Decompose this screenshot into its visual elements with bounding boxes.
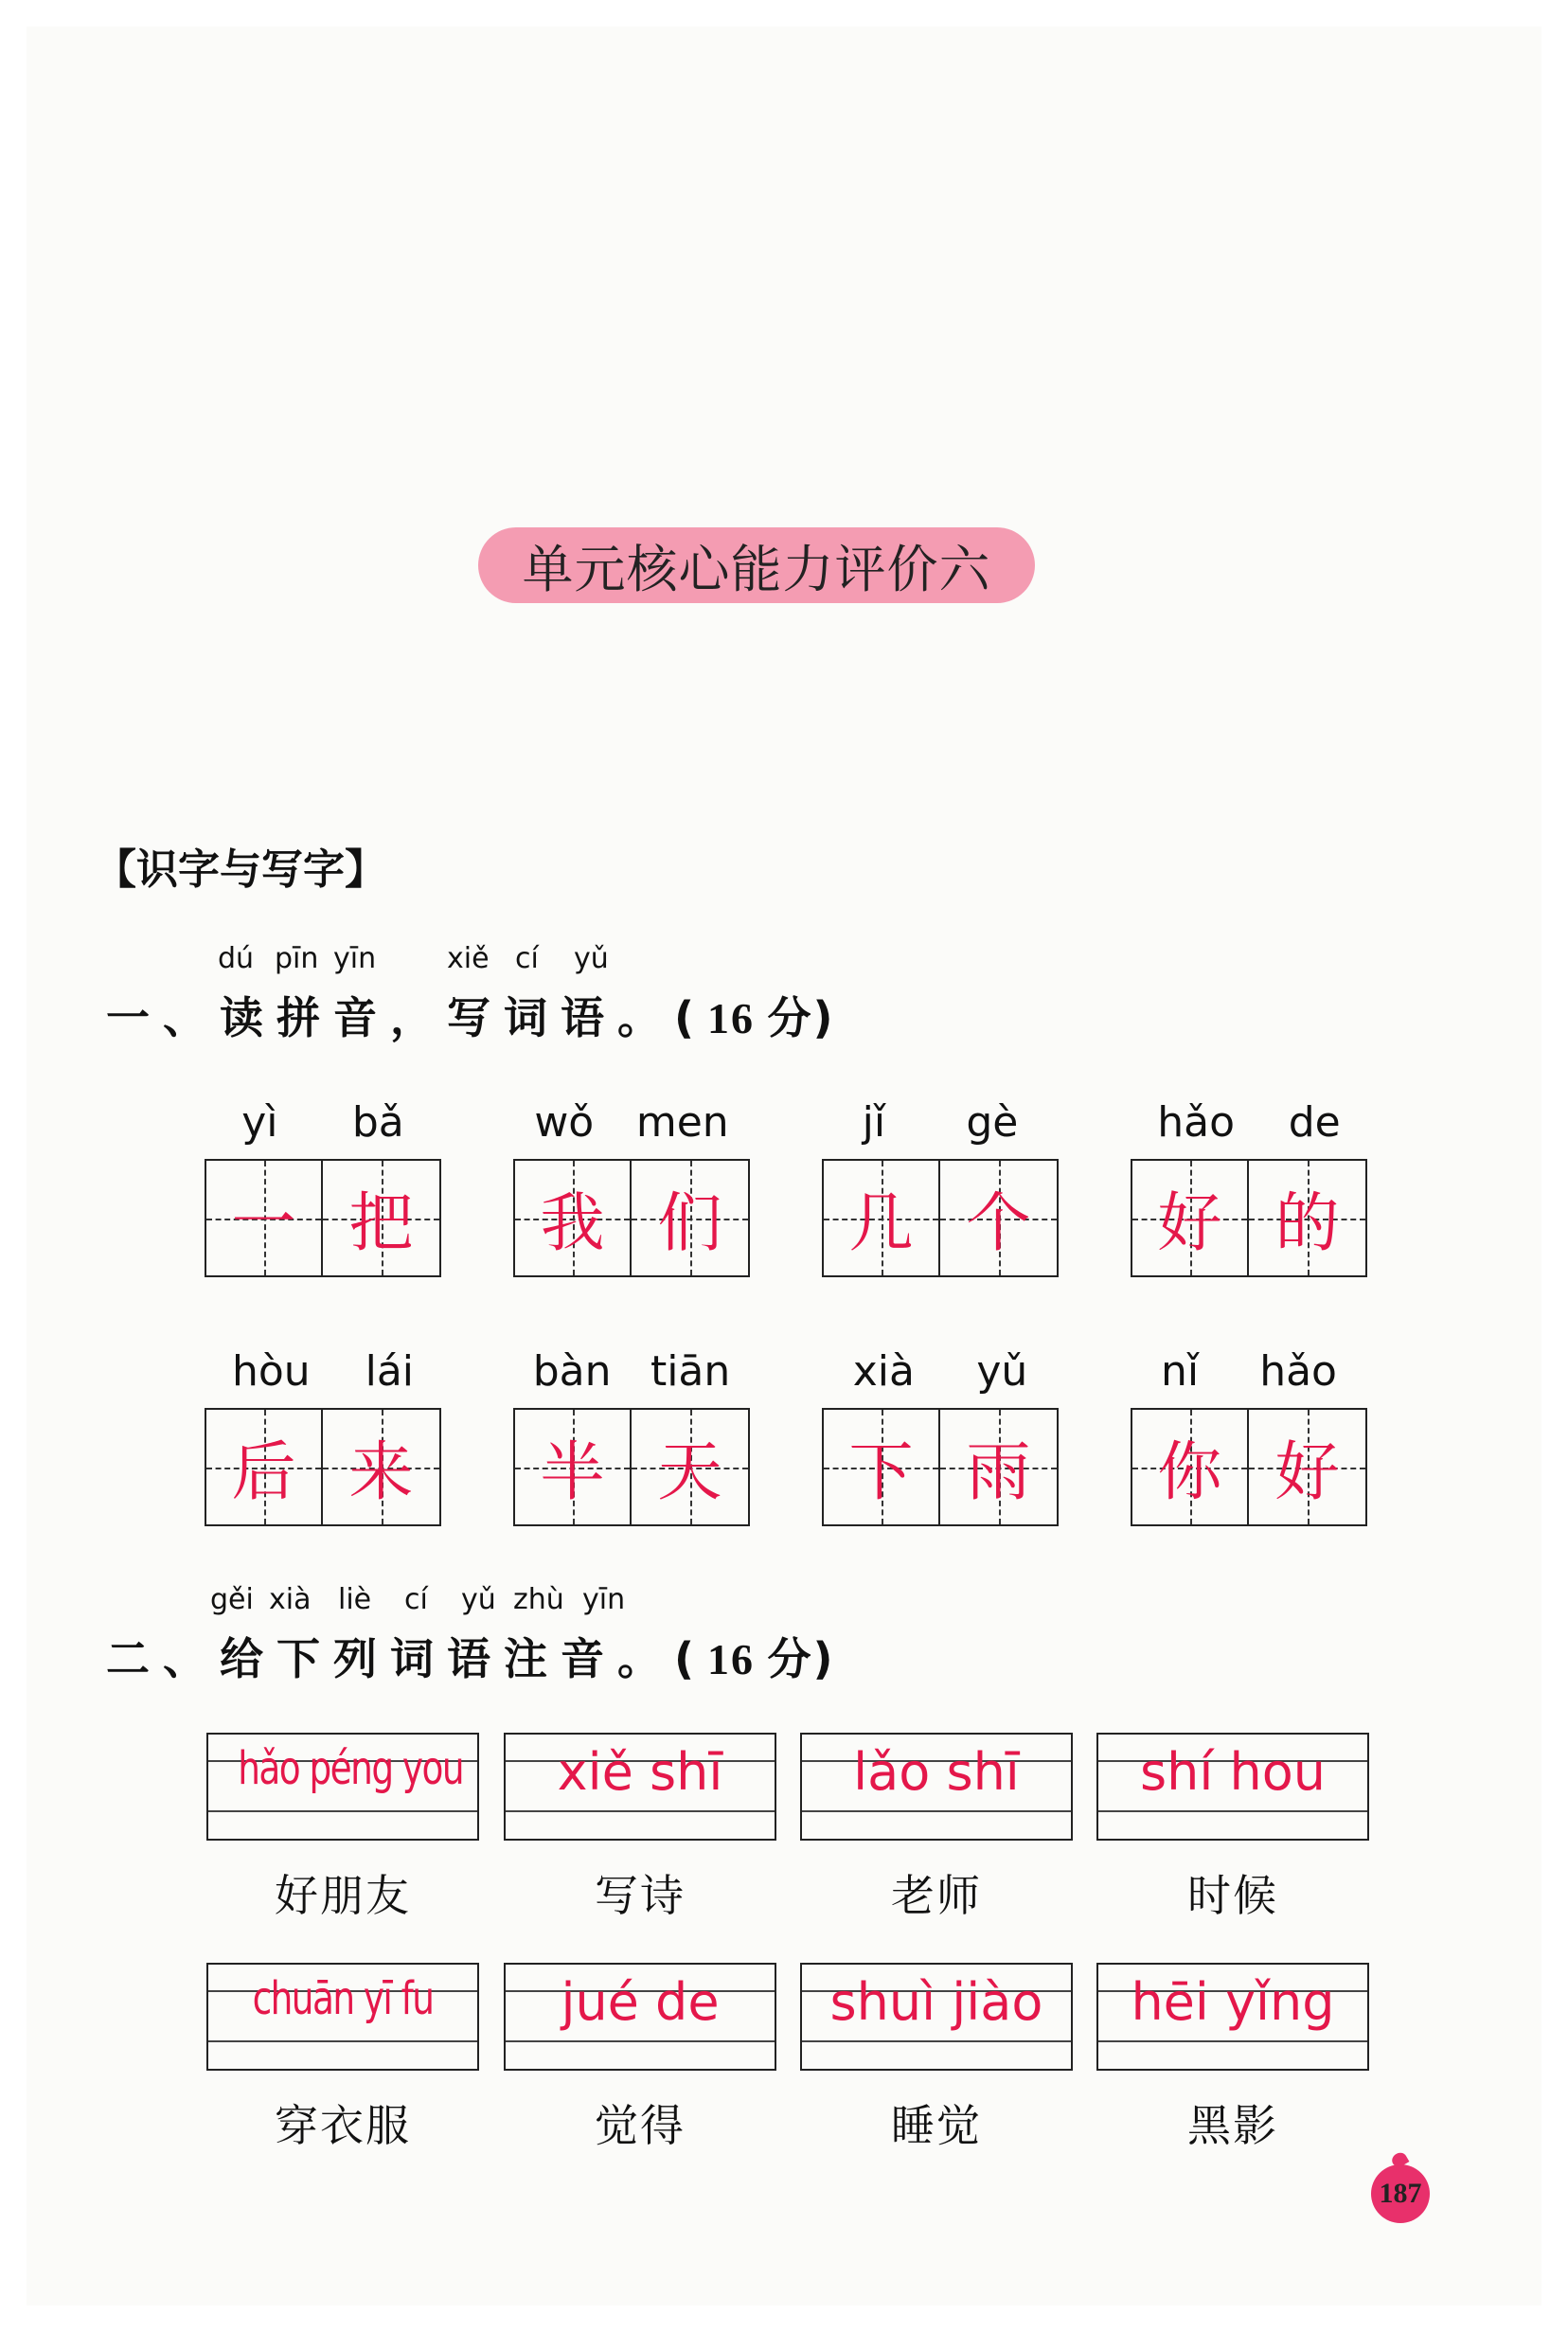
word-characters: 时候	[1187, 1870, 1278, 1921]
word-pinyin	[1131, 1098, 1367, 1159]
q2-pinyin-syllable: xià	[269, 1583, 312, 1616]
pinyin-grid-item	[504, 1963, 776, 2154]
q2-pinyin-syllable: gěi	[210, 1583, 254, 1616]
tian-zi-ge-cell[interactable]	[513, 1159, 632, 1277]
pinyin-grid-item	[504, 1733, 776, 1924]
word-characters: 睡觉	[891, 2100, 982, 2151]
pinyin-syllable: nǐ	[1161, 1347, 1200, 1396]
word-grid-item	[822, 1098, 1059, 1277]
word-pinyin	[822, 1347, 1059, 1408]
pinyin-syllable: hǎo	[1157, 1098, 1236, 1147]
question-1-text: 一、读拼音，写词语。(16 分)	[106, 992, 846, 1043]
pinyin-syllable: wǒ	[534, 1098, 595, 1147]
answer-pinyin: xiě shī	[557, 1742, 723, 1802]
answer-character: 们	[657, 1186, 722, 1261]
word-pinyin	[513, 1347, 750, 1408]
question-2-text: 二、给下列词语注音。(16 分)	[106, 1633, 846, 1684]
word-grid-item	[205, 1098, 441, 1277]
answer-character: 我	[540, 1186, 605, 1261]
pinyin-syllable: xià	[852, 1347, 915, 1396]
tian-zi-ge-cell[interactable]	[822, 1159, 940, 1277]
tian-zi-ge-cell[interactable]	[822, 1408, 940, 1526]
q2-pinyin-syllable: liè	[338, 1583, 372, 1616]
answer-character: 的	[1274, 1186, 1340, 1261]
word-grid-item	[1131, 1098, 1367, 1277]
word-characters: 写诗	[595, 1870, 686, 1921]
word-characters: 老师	[891, 1870, 982, 1921]
tian-zi-ge-cell[interactable]	[632, 1159, 750, 1277]
answer-character: 好	[1157, 1186, 1222, 1261]
answer-character: 一	[231, 1186, 296, 1261]
tian-zi-ge-cell[interactable]	[1249, 1159, 1367, 1277]
answer-character: 雨	[966, 1435, 1031, 1510]
four-line-pinyin-box[interactable]	[206, 1963, 479, 2071]
q1-pinyin-syllable: cí	[515, 942, 539, 975]
pinyin-grid-item	[206, 1733, 479, 1924]
pinyin-syllable: gè	[966, 1098, 1019, 1147]
word-characters: 黑影	[1187, 2100, 1278, 2151]
four-line-pinyin-box[interactable]	[504, 1963, 776, 2071]
answer-pinyin: lǎo shī	[853, 1742, 1020, 1802]
word-characters: 觉得	[595, 2100, 686, 2151]
pinyin-grid-item	[800, 1963, 1073, 2154]
pinyin-syllable: jǐ	[862, 1098, 886, 1147]
answer-pinyin: shuì jiào	[829, 1972, 1043, 2032]
word-pinyin	[205, 1098, 441, 1159]
pinyin-grid-item	[206, 1963, 479, 2154]
word-characters: 穿衣服	[275, 2100, 411, 2151]
four-line-pinyin-box[interactable]	[1096, 1733, 1369, 1841]
answer-character: 天	[657, 1435, 722, 1510]
answer-pinyin: hǎo péng you	[238, 1742, 463, 1795]
answer-character: 个	[966, 1186, 1031, 1261]
tian-zi-ge-cell[interactable]	[1131, 1408, 1249, 1526]
tian-zi-ge-cell[interactable]	[205, 1159, 323, 1277]
unit-title-banner	[478, 527, 1035, 603]
four-line-pinyin-box[interactable]	[504, 1733, 776, 1841]
pinyin-grid-item	[1096, 1963, 1369, 2154]
pinyin-syllable: yì	[241, 1098, 278, 1147]
pinyin-syllable: tiān	[650, 1347, 731, 1396]
q1-pinyin-syllable: yīn	[333, 942, 377, 975]
answer-character: 后	[231, 1435, 296, 1510]
answer-pinyin: shí hou	[1139, 1742, 1326, 1802]
q1-pinyin-syllable: pīn	[275, 942, 319, 975]
answer-character: 把	[348, 1186, 414, 1261]
tian-zi-ge-cell[interactable]	[205, 1408, 323, 1526]
four-line-pinyin-box[interactable]	[800, 1963, 1073, 2071]
q2-pinyin-syllable: yǔ	[461, 1583, 496, 1616]
page-number-badge	[1371, 2164, 1430, 2223]
tian-zi-ge-cell[interactable]	[513, 1408, 632, 1526]
pinyin-syllable: de	[1288, 1098, 1341, 1147]
tian-zi-ge-cell[interactable]	[323, 1408, 441, 1526]
four-line-pinyin-box[interactable]	[206, 1733, 479, 1841]
word-grid-item	[1131, 1347, 1367, 1526]
pinyin-grid-item	[1096, 1733, 1369, 1924]
q1-pinyin-syllable: yǔ	[574, 942, 609, 975]
word-grid-item	[513, 1347, 750, 1526]
answer-character: 好	[1274, 1435, 1340, 1510]
four-line-pinyin-box[interactable]	[1096, 1963, 1369, 2071]
word-pinyin	[1131, 1347, 1367, 1408]
tian-zi-ge-cell[interactable]	[940, 1408, 1059, 1526]
tian-zi-ge-cell[interactable]	[323, 1159, 441, 1277]
q2-pinyin-syllable: cí	[404, 1583, 428, 1616]
tian-zi-ge-cell[interactable]	[632, 1408, 750, 1526]
word-pinyin	[513, 1098, 750, 1159]
word-grid-item	[205, 1347, 441, 1526]
pinyin-syllable: hǎo	[1259, 1347, 1337, 1396]
answer-character: 几	[848, 1186, 914, 1261]
word-pinyin	[205, 1347, 441, 1408]
pinyin-syllable: lái	[365, 1347, 415, 1396]
pinyin-syllable: hòu	[231, 1347, 311, 1396]
page-number: 187	[1379, 2178, 1422, 2209]
tian-zi-ge-cell[interactable]	[940, 1159, 1059, 1277]
pinyin-syllable: bàn	[532, 1347, 612, 1396]
pinyin-grid-item	[800, 1733, 1073, 1924]
section-heading: 【识字与写字】	[95, 846, 386, 894]
word-grid-item	[513, 1098, 750, 1277]
answer-pinyin: jué de	[561, 1972, 720, 2032]
q2-pinyin-syllable: yīn	[582, 1583, 626, 1616]
answer-character: 你	[1157, 1435, 1222, 1510]
unit-title: 单元核心能力评价六	[522, 539, 991, 599]
pinyin-syllable: yǔ	[976, 1347, 1028, 1396]
q2-pinyin-syllable: zhù	[513, 1583, 564, 1616]
answer-character: 半	[540, 1435, 605, 1510]
pinyin-syllable: men	[635, 1098, 729, 1147]
q1-pinyin-syllable: xiě	[447, 942, 490, 975]
word-characters: 好朋友	[275, 1870, 411, 1921]
answer-character: 下	[848, 1435, 914, 1510]
tian-zi-ge-cell[interactable]	[1249, 1408, 1367, 1526]
four-line-pinyin-box[interactable]	[800, 1733, 1073, 1841]
answer-pinyin: chuān yī fu	[252, 1972, 434, 2025]
pinyin-syllable: bǎ	[351, 1098, 404, 1147]
answer-pinyin: hēi yǐng	[1131, 1972, 1335, 2032]
word-pinyin	[822, 1098, 1059, 1159]
answer-character: 来	[348, 1435, 414, 1510]
tian-zi-ge-cell[interactable]	[1131, 1159, 1249, 1277]
q1-pinyin-syllable: dú	[218, 942, 255, 975]
word-grid-item	[822, 1347, 1059, 1526]
